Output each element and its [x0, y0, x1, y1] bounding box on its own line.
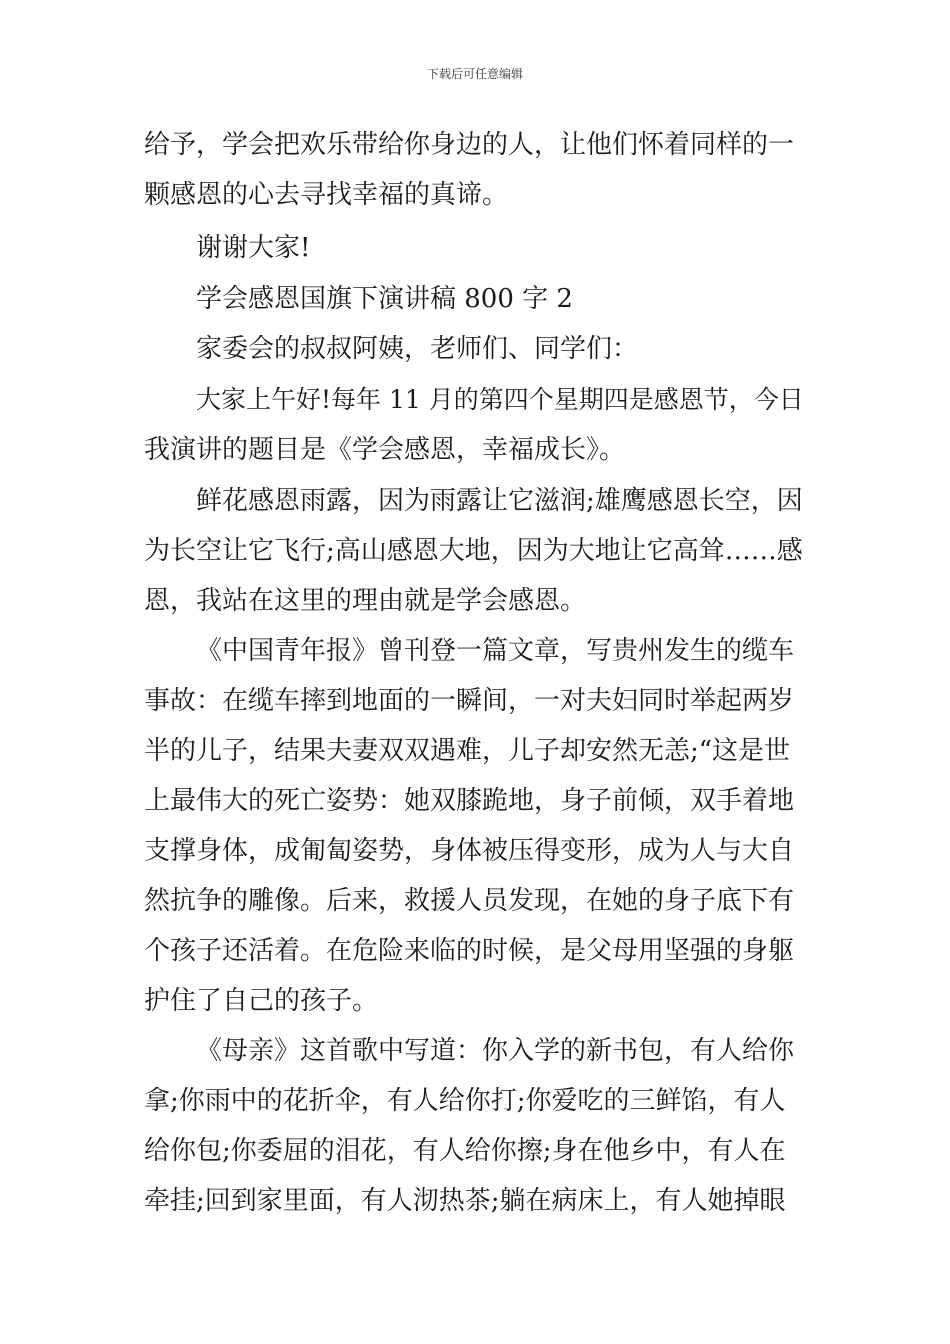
text-line: 恩，我站在这里的理由就是学会感恩。 — [144, 586, 587, 616]
text-line: 《母亲》这首歌中写道：你入学的新书包，有人给你 — [196, 1036, 795, 1066]
text-line: 事故：在缆车摔到地面的一瞬间，一对夫妇同时举起两岁 — [144, 686, 795, 716]
text-line: 我演讲的题目是《学会感恩，幸福成长》。 — [144, 435, 626, 465]
text-line: 学会感恩国旗下演讲稿 800 字 2 — [196, 284, 573, 314]
text-line: 谢谢大家! — [196, 233, 311, 263]
text-line: 护住了自己的孩子。 — [144, 986, 379, 1016]
text-line: 《中国青年报》曾刊登一篇文章，写贵州发生的缆车 — [196, 636, 795, 666]
text-line: 支撑身体，成匍匐姿势，身体被压得变形，成为人与大自 — [144, 836, 795, 866]
text-line: 大家上午好!每年 11 月的第四个星期四是感恩节，今日 — [196, 385, 804, 414]
text-line: 上最伟大的死亡姿势：她双膝跪地，身子前倾，双手着地 — [144, 786, 795, 816]
text-line: 牵挂;回到家里面，有人沏热茶;躺在病床上，有人她掉眼 — [144, 1186, 786, 1216]
text-line: 给你包;你委屈的泪花，有人给你擦;身在他乡中，有人在 — [144, 1136, 786, 1166]
text-line: 然抗争的雕像。后来，救援人员发现，在她的身子底下有 — [144, 886, 795, 916]
text-line: 家委会的叔叔阿姨，老师们、同学们： — [196, 334, 639, 364]
text-line: 个孩子还活着。在危险来临的时候，是父母用坚强的身躯 — [144, 936, 795, 966]
text-line: 为长空让它飞行;高山感恩大地，因为大地让它高耸……感 — [144, 536, 803, 566]
text-line: 鲜花感恩雨露，因为雨露让它滋润;雄鹰感恩长空，因 — [196, 486, 803, 516]
text-line: 拿;你雨中的花折伞，有人给你打;你爱吃的三鲜馅，有人 — [144, 1086, 786, 1116]
text-line: 颗感恩的心去寻找幸福的真谛。 — [144, 180, 509, 210]
page-header: 下载后可任意编辑 — [426, 67, 523, 81]
text-line: 给予，学会把欢乐带给你身边的人，让他们怀着同样的一 — [144, 130, 795, 160]
text-line: 半的儿子，结果夫妻双双遇难，儿子却安然无恙;“这是世 — [144, 736, 791, 766]
